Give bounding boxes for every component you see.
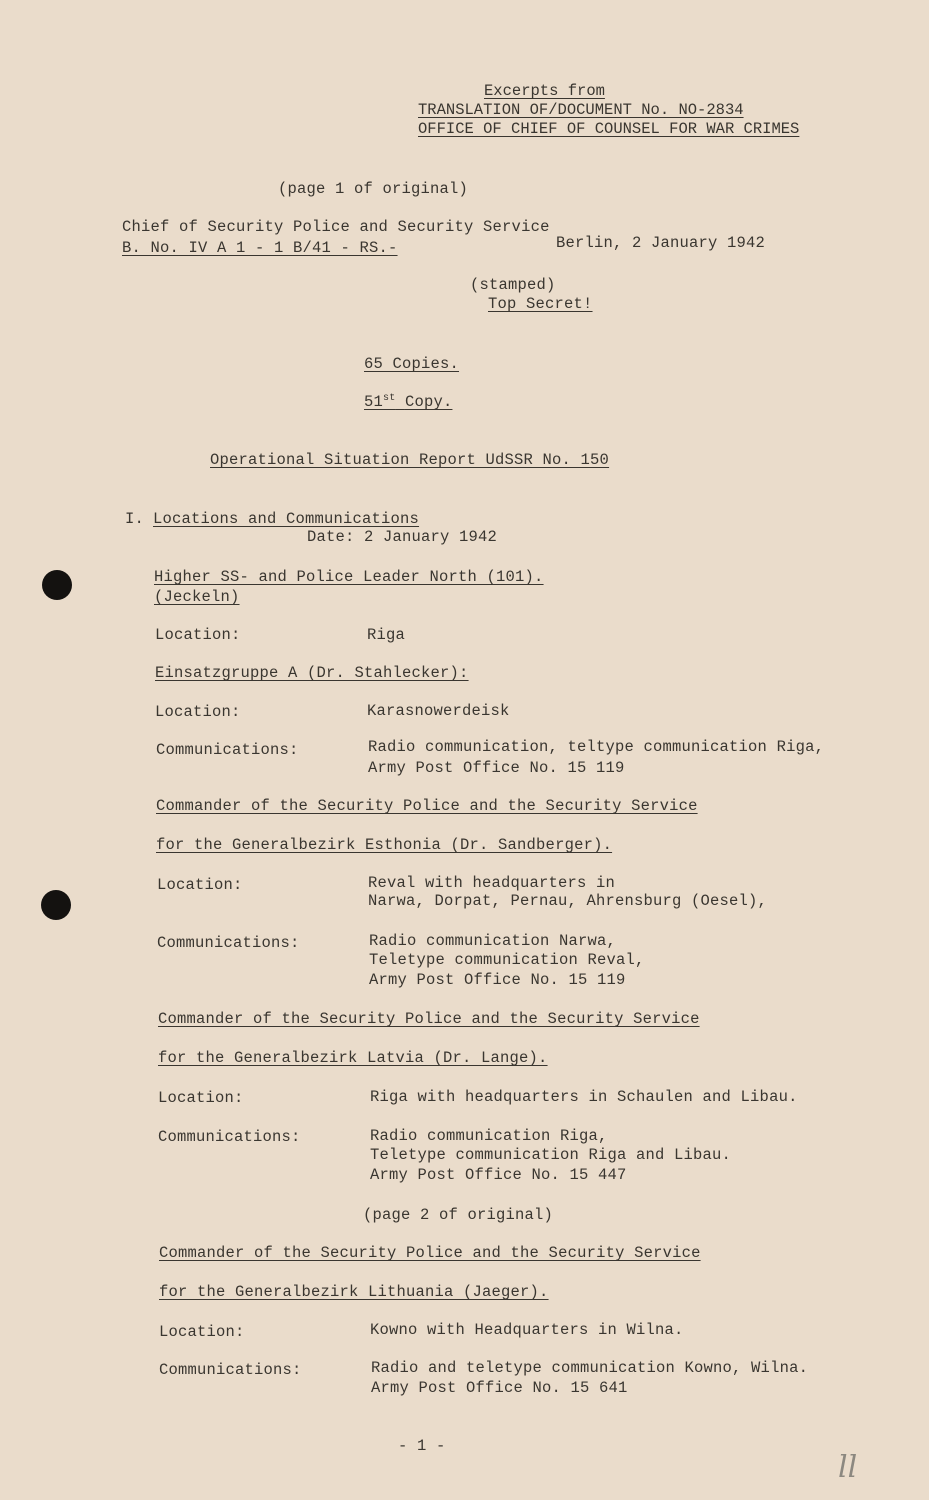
lithuania-location-label: Location: xyxy=(159,1323,245,1341)
latvia-location-label: Location: xyxy=(158,1089,244,1107)
hssp-name: (Jeckeln) xyxy=(154,588,240,606)
lithuania-title-line-1: Commander of the Security Police and the Security Service xyxy=(159,1244,701,1262)
latvia-comm-line-3: Army Post Office No. 15 447 xyxy=(370,1166,627,1184)
einsatzgruppe-comm-line-1: Radio communication, teltype communication Riga, xyxy=(368,738,825,756)
esthonia-title-line-1: Commander of the Security Police and the Security Service xyxy=(156,797,698,815)
esthonia-comm-label: Communications: xyxy=(157,934,300,952)
latvia-title-line-2: for the Generalbezirk Latvia (Dr. Lange). xyxy=(158,1049,548,1067)
punch-hole-bottom xyxy=(41,890,71,920)
page-2-note: (page 2 of original) xyxy=(363,1206,554,1224)
sender: Chief of Security Police and Security Service xyxy=(122,218,550,236)
hssp-location: Riga xyxy=(367,626,406,644)
hssp-title: Higher SS- and Police Leader North (101). xyxy=(154,568,544,586)
lithuania-comm-line-1: Radio and teletype communication Kowno, Wilna. xyxy=(371,1359,809,1377)
classification: Top Secret! xyxy=(488,295,593,313)
esthonia-location-label: Location: xyxy=(157,876,243,894)
esthonia-comm-line-2: Teletype communication Reval, xyxy=(369,951,645,969)
esthonia-comm-line-3: Army Post Office No. 15 119 xyxy=(369,971,626,989)
einsatzgruppe-comm-label: Communications: xyxy=(156,741,299,759)
section-date: Date: 2 January 1942 xyxy=(307,528,498,546)
copy-number-suffix: st xyxy=(383,392,396,404)
einsatzgruppe-location-label: Location: xyxy=(155,703,241,721)
einsatzgruppe-title: Einsatzgruppe A (Dr. Stahlecker): xyxy=(155,664,469,682)
translation-header xyxy=(418,82,814,139)
hssp-location-label: Location: xyxy=(155,626,241,644)
header-translation: TRANSLATION OF/DOCUMENT No. NO-2834 xyxy=(418,101,744,119)
punch-hole-top xyxy=(42,570,72,600)
copy-word: Copy. xyxy=(404,393,453,411)
copy-number xyxy=(364,393,452,411)
section-title: Locations and Communications xyxy=(153,510,420,528)
esthonia-location-line-2: Narwa, Dorpat, Pernau, Ahrensburg (Oesel), xyxy=(368,892,768,910)
report-title: Operational Situation Report UdSSR No. 150 xyxy=(210,451,610,469)
handwritten-initials: ll xyxy=(838,1450,858,1485)
page-1-note: (page 1 of original) xyxy=(278,180,469,198)
stamped-note: (stamped) xyxy=(470,276,556,294)
section-number: I. xyxy=(125,510,145,528)
esthonia-title-line-2: for the Generalbezirk Esthonia (Dr. Sandberger). xyxy=(156,836,613,854)
lithuania-comm-line-2: Army Post Office No. 15 641 xyxy=(371,1379,628,1397)
page-number: - 1 - xyxy=(398,1437,446,1455)
lithuania-location: Kowno with Headquarters in Wilna. xyxy=(370,1321,684,1339)
lithuania-title-line-2: for the Generalbezirk Lithuania (Jaeger). xyxy=(159,1283,549,1301)
latvia-comm-label: Communications: xyxy=(158,1128,301,1146)
header-excerpts: Excerpts from xyxy=(484,82,605,100)
latvia-location: Riga with headquarters in Schaulen and Libau. xyxy=(370,1088,798,1106)
latvia-comm-line-1: Radio communication Riga, xyxy=(370,1127,608,1145)
reference-number: B. No. IV A 1 - 1 B/41 - RS.- xyxy=(122,239,398,257)
latvia-title-line-1: Commander of the Security Police and the Security Service xyxy=(158,1010,700,1028)
header-office: OFFICE OF CHIEF OF COUNSEL FOR WAR CRIMES xyxy=(418,120,800,138)
einsatzgruppe-comm-line-2: Army Post Office No. 15 119 xyxy=(368,759,625,777)
lithuania-comm-label: Communications: xyxy=(159,1361,302,1379)
copy-number-value: 51 xyxy=(364,393,384,411)
esthonia-comm-line-1: Radio communication Narwa, xyxy=(369,932,617,950)
esthonia-location-line-1: Reval with headquarters in xyxy=(368,874,616,892)
copies-count: 65 Copies. xyxy=(364,355,460,373)
latvia-comm-line-2: Teletype communication Riga and Libau. xyxy=(370,1146,732,1164)
einsatzgruppe-location: Karasnowerdeisk xyxy=(367,702,510,720)
place-date: Berlin, 2 January 1942 xyxy=(556,234,766,252)
